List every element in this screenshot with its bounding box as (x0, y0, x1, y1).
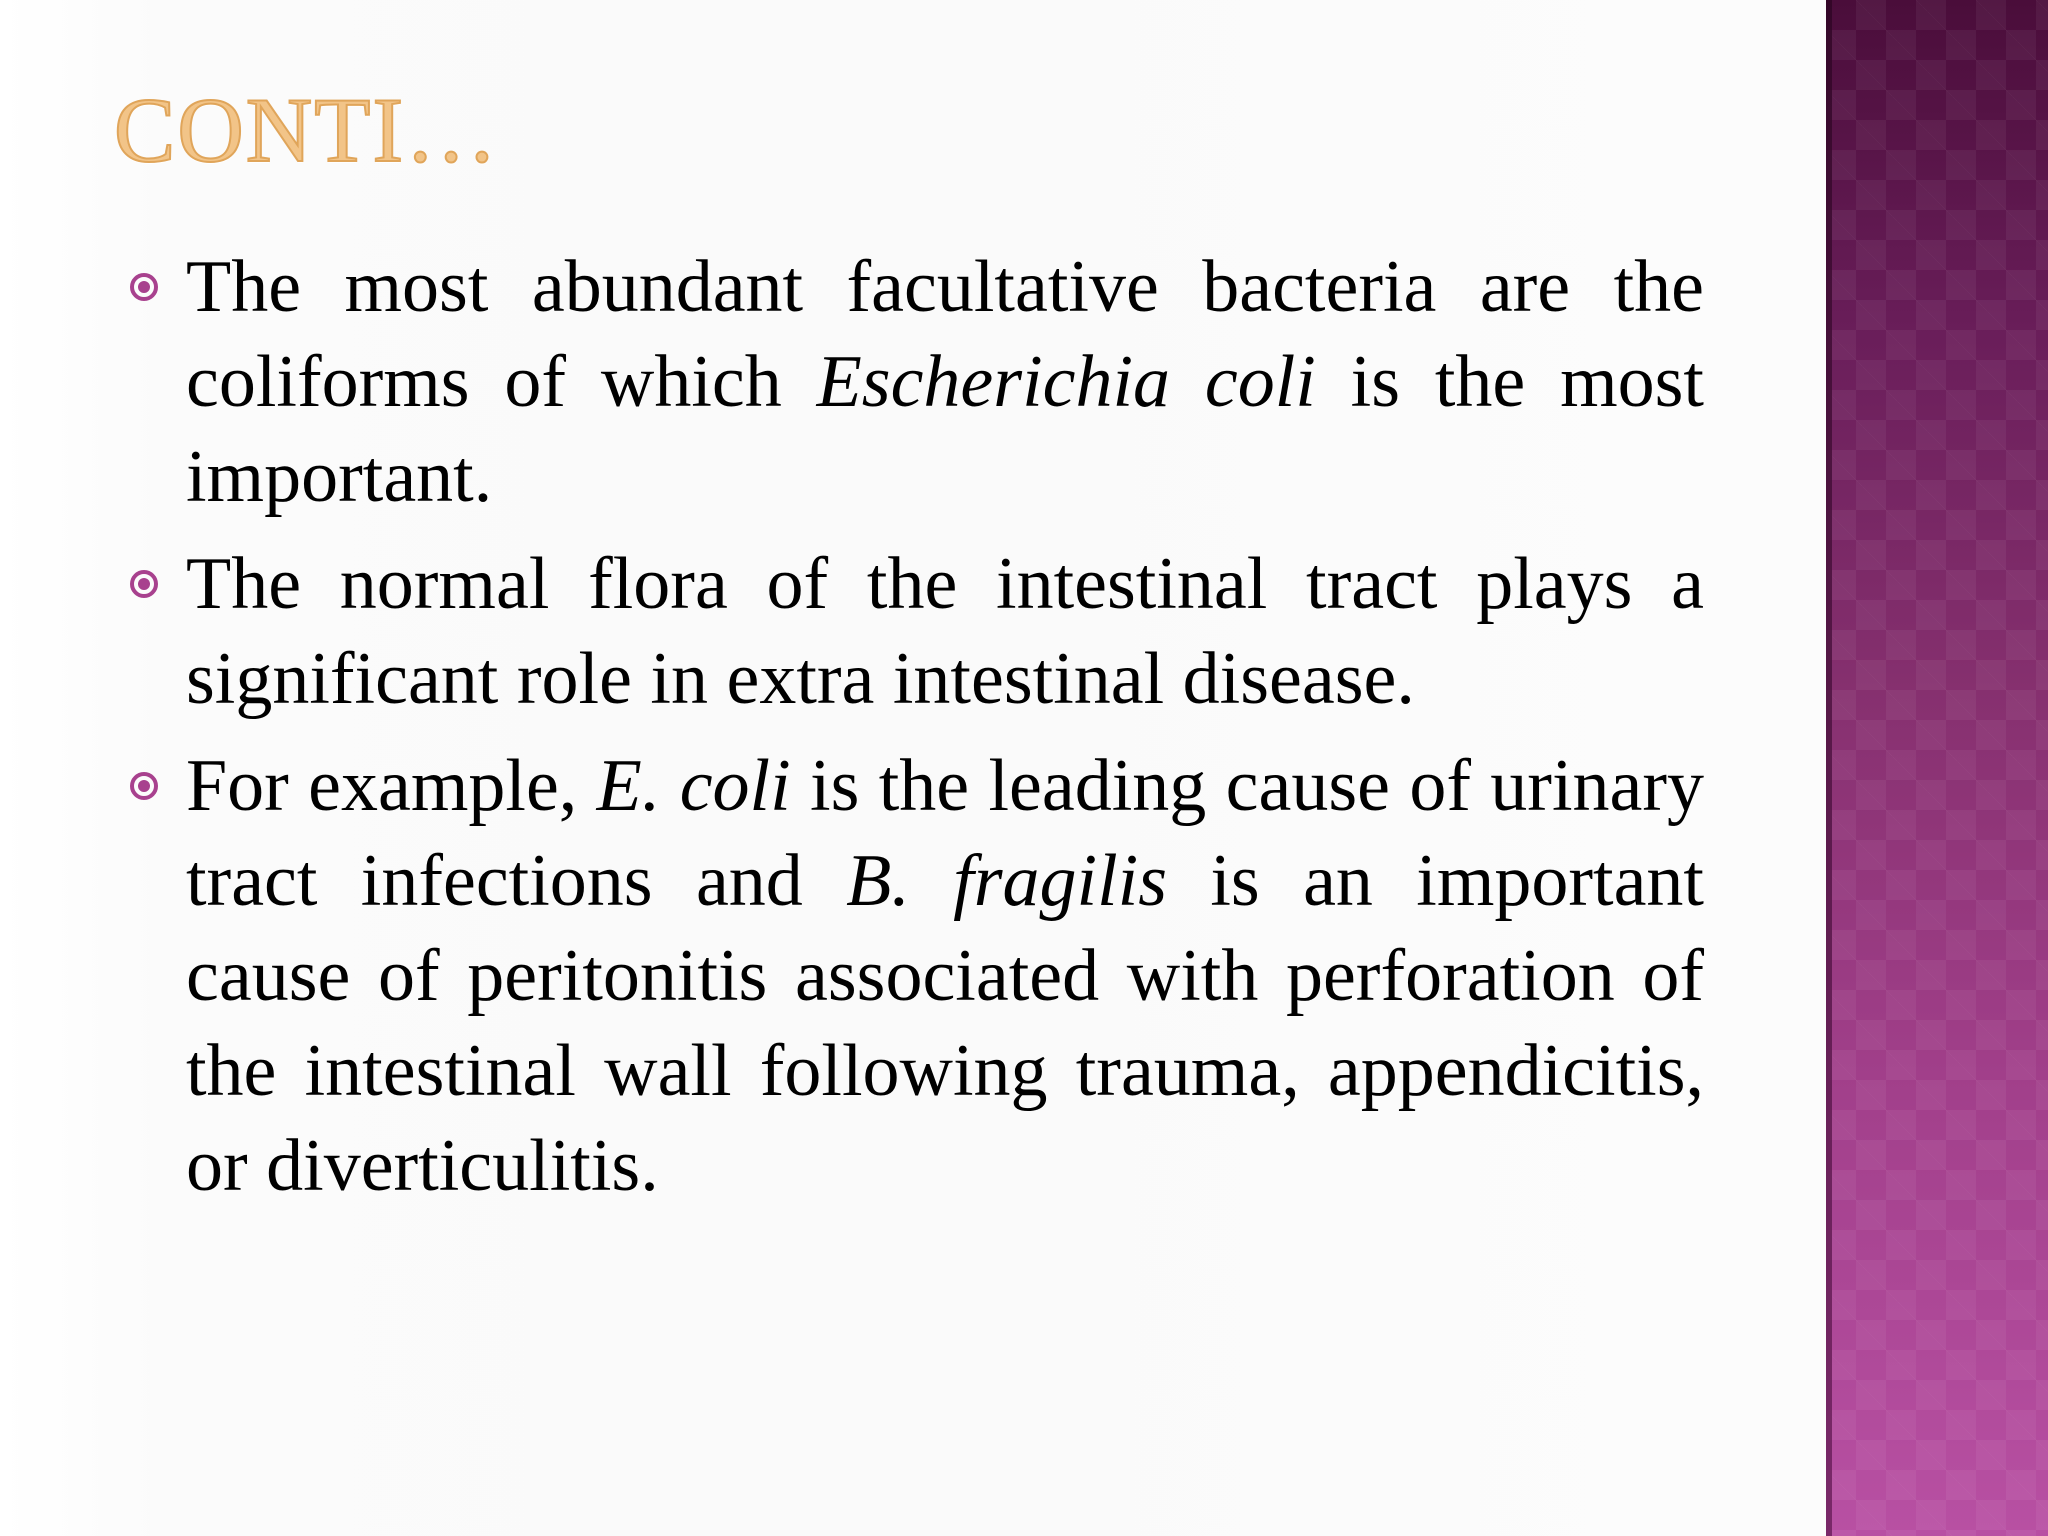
bullet-text-2 (186, 537, 1704, 727)
band-pattern (1826, 0, 2048, 1536)
target-bullet-icon (130, 772, 158, 800)
band-edge (1826, 0, 1832, 1536)
text-segment: is the leading cause of urinary tract infections and (186, 745, 1704, 922)
text-segment: The most abundant facultative bacteria are the coliforms of which (186, 246, 1704, 423)
side-decorative-band (1826, 0, 2048, 1536)
bullet-text-1 (186, 240, 1704, 525)
target-bullet-icon (130, 570, 158, 598)
target-bullet-icon (130, 273, 158, 301)
bullet-item-2 (128, 537, 1704, 727)
italic-segment: B. fragilis (846, 840, 1168, 922)
text-segment: is the most important. (186, 341, 1704, 518)
bullet-text-3 (186, 739, 1704, 1214)
text-segment: The normal flora of the intestinal tract plays a significant role in extra intestinal disease. (186, 543, 1704, 720)
text-segment: For example, (186, 745, 597, 827)
text-segment: is an important cause of peritonitis associated with perforation of the intestinal wall following trauma, appendicitis, or diverticulitis. (186, 840, 1704, 1207)
italic-segment: Escherichia coli (816, 341, 1316, 423)
slide-title: CONTI… (114, 79, 500, 181)
italic-segment: E. coli (596, 745, 791, 827)
bullet-item-1 (128, 240, 1704, 525)
bullet-list (128, 240, 1704, 1226)
bullet-item-3 (128, 739, 1704, 1214)
